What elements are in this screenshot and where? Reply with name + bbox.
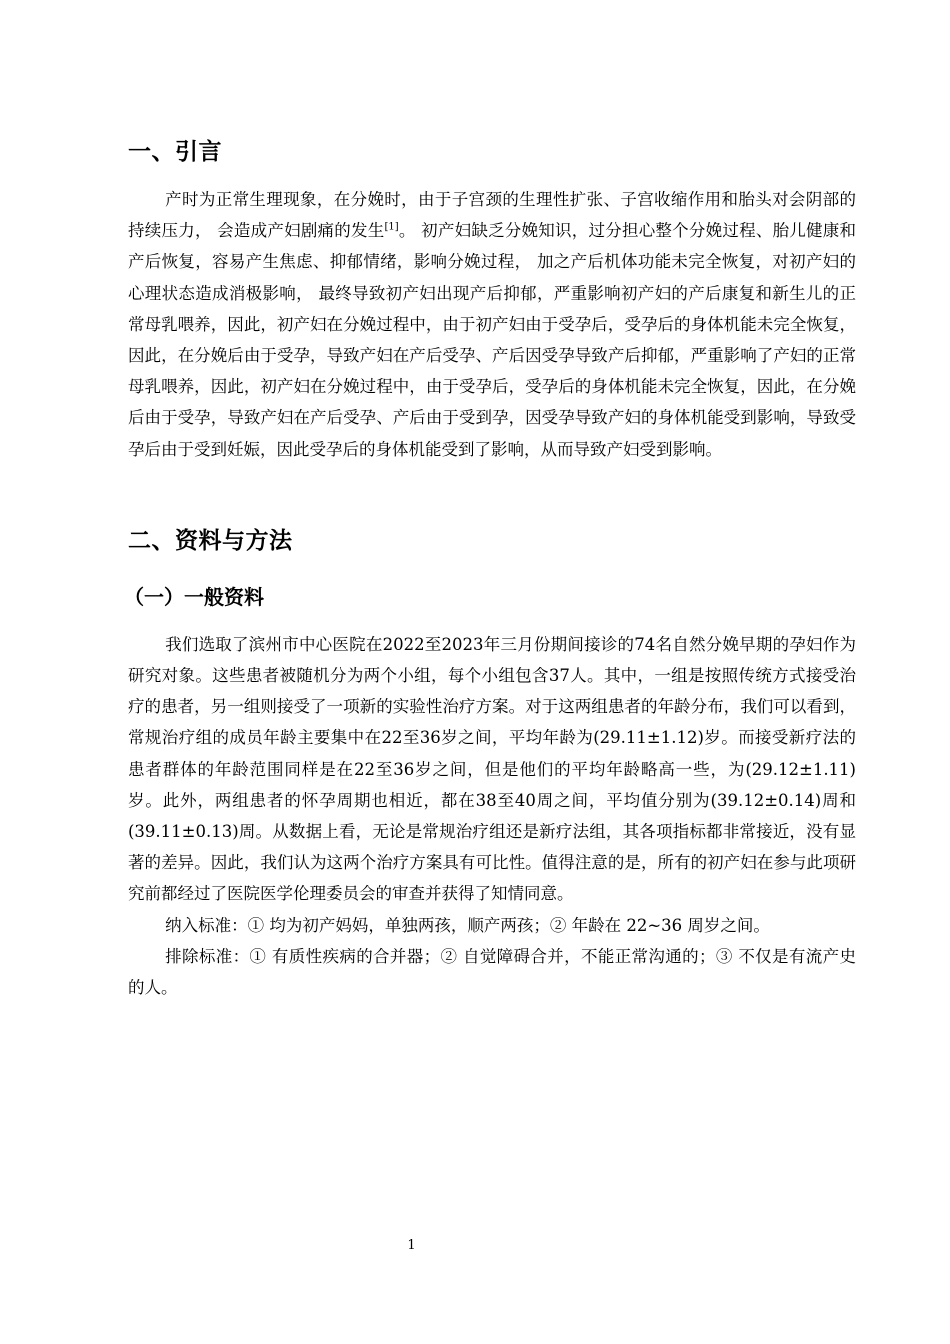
inclusion-criteria: 纳入标准：① 均为初产妈妈，单独两孩，顺产两孩；② 年龄在 22~36 周岁之间。 (165, 915, 770, 935)
introduction-text-a: 产时为正常生理现象，在分娩时，由于子宫颈的生理性扩张、子宫收缩作用和胎头对会阴部的持续压力， 会造成产妇剧痛的发生 (128, 190, 856, 241)
exclusion-criteria: 排除标准：① 有质性疾病的合并器；② 自觉障碍合并，不能正常沟通的；③ 不仅是有流产史的人。 (128, 946, 856, 998)
introduction-paragraph (128, 184, 856, 465)
section-heading-materials-methods: 二、资料与方法 (128, 527, 293, 554)
general-data-paragraph: 我们选取了滨州市中心医院在2022至2023年三月份期间接诊的74名自然分娩早期的孕妇作为研究对象。这些患者被随机分为两个小组，每个小组包含37人。其中，一组是按照传统方式接受治疗的患者，另一组则接受了一项新的实验性治疗方案。对于这两组患者的年龄分布，我们可以看到，常规治疗组的成员年龄主要集中在22至36岁之间，平均年龄为(29.11±1.12)岁。而接受新疗法的患者群体的年龄范围同样是在22至36岁之间，但是他们的平均年龄略高一些，为(29.12±1.11)岁。此外，两组患者的怀孕周期也相近，都在38至40周之间，平均值分别为(39.12±0.14)周和(39.11±0.13)周。从数据上看，无论是常规治疗组还是新疗法组，其各项指标都非常接近，没有显著的差异。因此，我们认为这两个治疗方案具有可比性。值得注意的是，所有的初产妇在参与此项研究前都经过了医院医学伦理委员会的审查并获得了知情同意。 (128, 634, 856, 904)
citation-marker: [1] (384, 221, 399, 233)
page-content (124, 132, 857, 1003)
introduction-text-b: 。 初产妇缺乏分娩知识，过分担心整个分娩过程、胎儿健康和产后恢复，容易产生焦虑、抑郁情绪，影响分娩过程， 加之产后机体功能未完全恢复，对初产妇的心理状态造成消极影响， 最终导致初产妇出现产后抑郁，严重影响初产妇的产后康复和新生儿的正常母乳喂养，因此，初产妇在分娩过程中，由于初产妇由于受孕后，受孕后的身体机能未完全恢复，因此，在分娩后由于受孕，导致产妇在产后受孕、产后因受孕导致产后抑郁，严重影响了产妇的正常母乳喂养，因此，初产妇在分娩过程中，由于受孕后，受孕后的身体机能未完全恢复，因此，在分娩后由于受孕，导致产妇在产后受孕、产后由于受到孕，因受孕导致产妇的身体机能受到影响，导致受孕后由于受到妊娠，因此受孕后的身体机能受到了影响，从而导致产妇受到影响。 (128, 221, 857, 459)
section-heading-introduction: 一、引言 (128, 139, 222, 165)
page-number: 1 (407, 1238, 416, 1253)
subsection-heading-general-data: （一）一般资料 (124, 584, 264, 609)
